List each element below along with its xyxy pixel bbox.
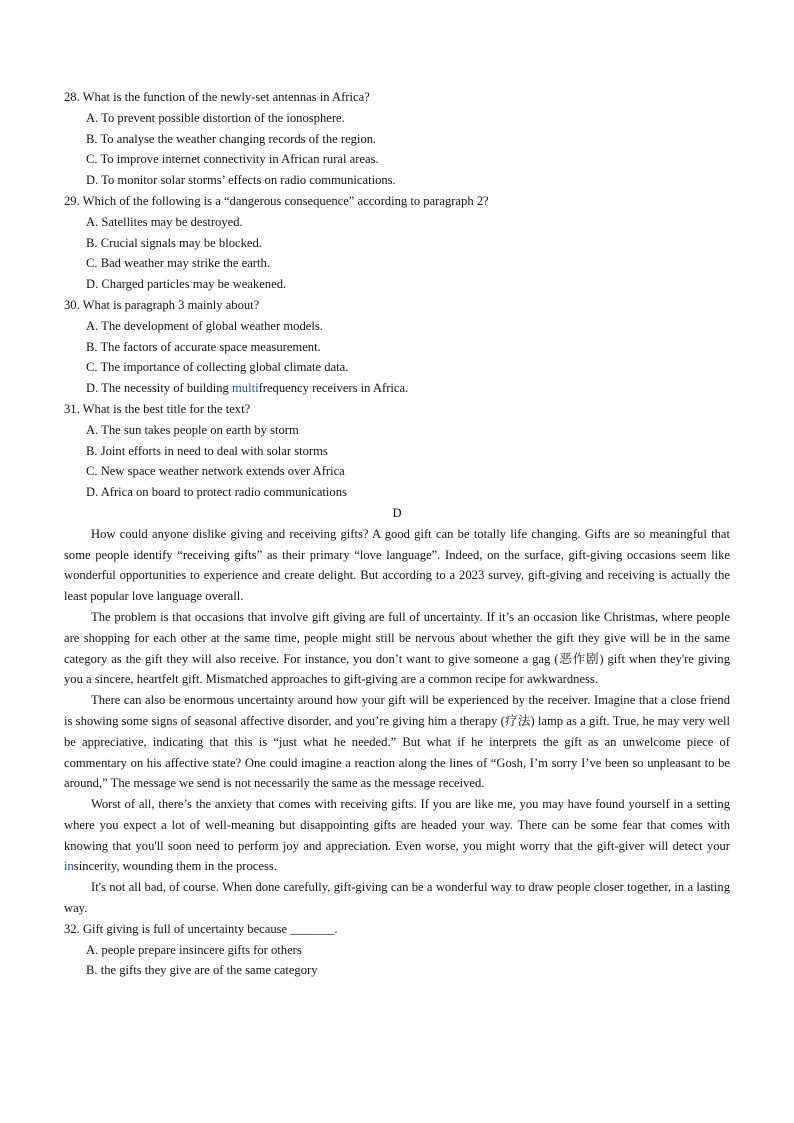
- option-30-d: [64, 378, 730, 399]
- option-29-b: B. Crucial signals may be blocked.: [86, 235, 262, 250]
- option-32-a: A. people prepare insincere gifts for others: [86, 942, 302, 957]
- option-29-a: A. Satellites may be destroyed.: [86, 214, 243, 229]
- paragraph-4-text-b: sincerity, wounding them in the process.: [73, 859, 277, 874]
- passage-paragraph-4: [64, 794, 730, 877]
- option-31-b: B. Joint efforts in need to deal with solar storms: [86, 443, 328, 458]
- option-31-d: D. Africa on board to protect radio communications: [86, 485, 347, 500]
- document-page: [64, 87, 730, 981]
- section-heading: D: [392, 505, 402, 520]
- question-stem-30: 30. What is paragraph 3 mainly about?: [64, 297, 260, 312]
- option-31-a: A. The sun takes people on earth by storm: [86, 422, 299, 437]
- option-31-c: C. New space weather network extends over Africa: [86, 464, 345, 479]
- option-30-c: C. The importance of collecting global climate data.: [86, 360, 349, 375]
- option-30-b: B. The factors of accurate space measurement.: [86, 339, 321, 354]
- option-28-d: D. To monitor solar storms’ effects on radio communications.: [86, 173, 396, 188]
- option-30-d-highlight: multi: [231, 381, 259, 396]
- question-stem-32: 32. Gift giving is full of uncertainty because _______.: [64, 921, 338, 936]
- paragraph-4-highlight: in: [64, 859, 74, 874]
- paragraph-4-text-a: Worst of all, there’s the anxiety that comes with receiving gifts. If you are like me, you may have found yourself in a setting where you expect a lot of well-meaning but disappointing gifts are headed your way. There can be some fear that comes with knowing that you'll soon need to perform joy and appreciation. Even worse, you might worry that the gift-giver will detect your: [64, 797, 730, 853]
- option-29-d: D. Charged particles may be weakened.: [86, 277, 287, 292]
- question-stem-28: 28. What is the function of the newly-set antennas in Africa?: [64, 90, 370, 104]
- passage-paragraph-1: How could anyone dislike giving and receiving gifts? A good gift can be totally life changing. Gifts are so meaningful that some people identify “receiving gifts” as their primary “love language”. Indeed, on the surface, gift-giving occasions seem like wonderful opportunities to experience and create delight. But according to a 2023 survey, gift-giving and receiving is actually the least popular love language overall.: [64, 526, 730, 604]
- option-28-c: C. To improve internet connectivity in African rural areas.: [86, 152, 379, 167]
- option-30-a: A. The development of global weather models.: [86, 318, 323, 333]
- passage-paragraph-3: There can also be enormous uncertainty around how your gift will be experienced by the receiver. Imagine that a close friend is showing some signs of seasonal affective disorder, and you’re giving him a therapy (疗法) lamp as a gift. True, he may very well be appreciative, indicating that this is “just what he needed.” But what if he interprets the gift as an unwelcome piece of commentary on his affective state? One could imagine a reaction along the lines of “Gosh, I’m sorry I’ve been so unpleasant to be around,” The message we send is not necessarily the same as the message received.: [64, 693, 730, 791]
- question-stem-29: 29. Which of the following is a “dangerous consequence” according to paragraph 2?: [64, 193, 489, 208]
- option-30-d-prefix: D. The necessity of building: [86, 381, 232, 396]
- passage-paragraph-5: It's not all bad, of course. When done carefully, gift-giving can be a wonderful way to draw people closer together, in a lasting way.: [64, 880, 730, 916]
- passage-paragraph-2: The problem is that occasions that involve gift giving are full of uncertainty. If it’s an occasion like Christmas, where people are shopping for each other at the same time, people might still be nervous about whether the gift they give will be in the same category as the gift they will also receive. For instance, you don’t want to give someone a gag (恶作剧) gift when they're giving you a sincere, heartfelt gift. Mismatched approaches to gift-giving are a common recipe for awkwardness.: [64, 609, 730, 687]
- option-28-b: B. To analyse the weather changing records of the region.: [86, 131, 377, 146]
- question-stem-31: 31. What is the best title for the text?: [64, 401, 251, 416]
- option-28-a: A. To prevent possible distortion of the ionosphere.: [86, 110, 345, 125]
- option-32-b: B. the gifts they give are of the same category: [86, 963, 318, 978]
- option-29-c: C. Bad weather may strike the earth.: [86, 256, 270, 271]
- option-30-d-suffix: frequency receivers in Africa.: [258, 381, 409, 396]
